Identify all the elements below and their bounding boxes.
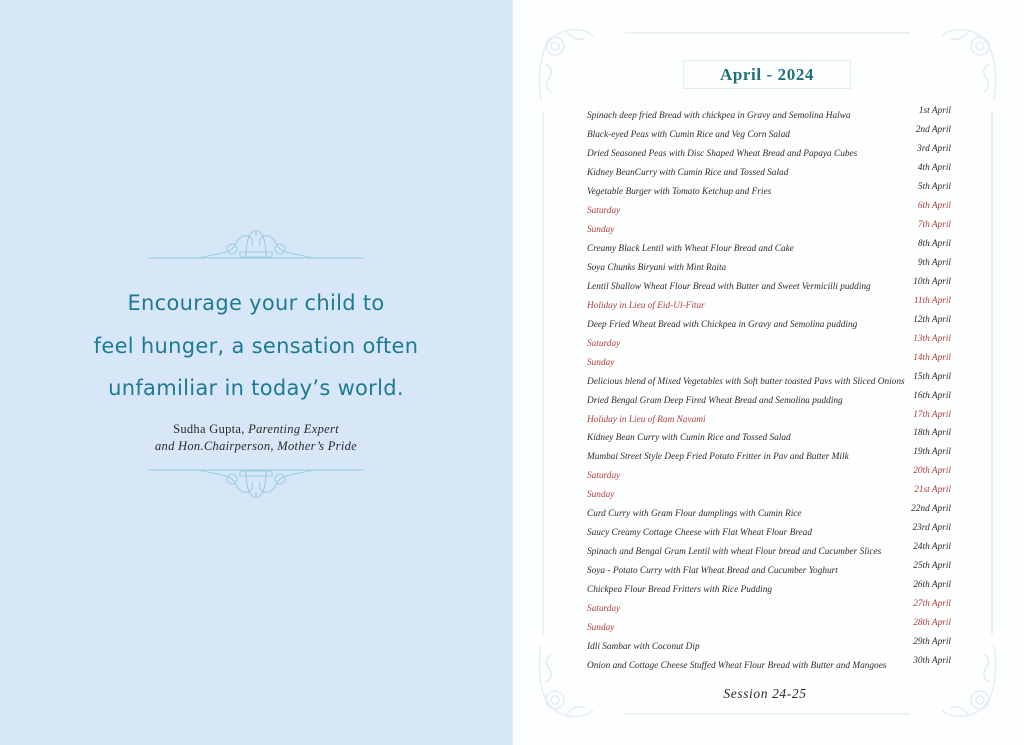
menu-row xyxy=(587,124,951,146)
meal-text: Creamy Black Lentil with Wheat Flour Bread and Cake xyxy=(587,243,794,254)
menu-date: 19th April xyxy=(913,447,951,458)
menu-row xyxy=(587,428,951,449)
menu-row xyxy=(587,371,951,393)
menu-row xyxy=(587,143,951,165)
menu-row-holiday xyxy=(587,219,951,241)
meal-text: Spinach deep fried Bread with chickpea in Gravy and Semolina Halwa xyxy=(587,111,851,121)
meal-text: Saucy Creamy Cottage Cheese with Flat Wheat Flour Bread xyxy=(587,528,812,539)
menu-row-holiday xyxy=(587,352,951,374)
menu-row xyxy=(587,447,951,468)
corner-ornament-bottom-left-icon xyxy=(535,642,595,722)
author-name: Sudha Gupta, xyxy=(173,422,245,436)
menu-date: 5th April xyxy=(917,181,951,192)
meal-text: Spinach and Bengal Gram Lentil with wheat Flour bread and Cucumber Slices xyxy=(587,547,882,558)
meal-text: Dried Bengal Gram Deep Fired Wheat Bread and Semolina pudding xyxy=(587,395,843,406)
menu-row xyxy=(587,106,951,127)
meal-text: Delicious blend of Mixed Vegetables with Soft butter toasted Pavs with Sliced Onions xyxy=(587,376,905,387)
menu-date: 6th April xyxy=(917,200,951,211)
menu-row xyxy=(587,637,951,658)
ornament-divider-bottom-icon xyxy=(148,460,364,500)
menu-date: 9th April xyxy=(917,257,951,268)
meal-text: Mumbai Street Style Deep Fried Potato Fritter in Pav and Butter Milk xyxy=(587,452,849,463)
menu-date: 13th April xyxy=(913,333,951,344)
frame-top-line xyxy=(625,32,910,34)
menu-date: 21st April xyxy=(914,485,951,496)
menu-date: 29th April xyxy=(913,637,951,648)
frame-right-line xyxy=(991,112,993,635)
author-affiliation: and Hon.Chairperson, Mother’s Pride xyxy=(154,439,358,453)
menu-date: 3rd April xyxy=(917,143,951,154)
menu-row-holiday xyxy=(587,618,951,639)
menu-date: 24th April xyxy=(913,542,951,553)
menu-date: 14th April xyxy=(913,352,951,363)
corner-ornament-top-left-icon xyxy=(535,24,595,104)
menu-row-holiday xyxy=(587,466,951,487)
meal-text: Kidney BeanCurry with Cumin Rice and Tossed Salad xyxy=(587,167,789,178)
menu-row xyxy=(587,504,951,525)
author-role: Parenting Expert xyxy=(248,422,339,436)
meal-text: Holiday in Lieu of Ram Navami xyxy=(587,414,706,425)
meal-text: Kidney Bean Curry with Cumin Rice and Tossed Salad xyxy=(587,433,791,444)
menu-row-holiday xyxy=(587,200,951,222)
menu-row-holiday xyxy=(587,485,951,506)
menu-date: 26th April xyxy=(913,580,951,591)
menu-row xyxy=(587,276,951,298)
menu-date: 15th April xyxy=(913,371,951,382)
meal-text: Holiday in Lieu of Eid-Ul-Fitar xyxy=(587,300,705,311)
meal-text: Deep Fried Wheat Bread with Chickpea in Gravy and Semolina pudding xyxy=(587,319,858,330)
menu-date: 23rd April xyxy=(912,523,951,534)
quote xyxy=(80,282,432,410)
menu-date: 11th April xyxy=(913,295,951,306)
meal-text: Sunday xyxy=(587,490,615,501)
meal-text: Lentil Shallow Wheat Flour Bread with Butter and Sweet Vermicilli pudding xyxy=(587,281,871,292)
meal-text: Sunday xyxy=(587,623,615,634)
menu-date: 22nd April xyxy=(911,504,951,515)
meal-text: Sunday xyxy=(587,224,615,235)
quote-line: feel hunger, a sensation often xyxy=(93,333,419,358)
menu-date: 8th April xyxy=(917,238,951,249)
menu-date: 18th April xyxy=(913,428,951,439)
menu-date: 12th April xyxy=(913,314,951,325)
menu-date: 2nd April xyxy=(915,124,951,135)
menu-row xyxy=(587,523,951,544)
month-title: April - 2024 xyxy=(683,60,851,89)
meal-text: Onion and Cottage Cheese Stuffed Wheat Flour Bread with Butter and Mangoes xyxy=(587,661,887,672)
menu-date: 10th April xyxy=(913,276,951,287)
menu-date: 1st April xyxy=(918,106,951,116)
menu-row-holiday xyxy=(587,295,951,317)
meal-text: Soya Chunks Biryani with Mint Raita xyxy=(587,262,727,273)
menu-row xyxy=(587,238,951,260)
menu-date: 30th April xyxy=(913,656,951,667)
menu-row xyxy=(587,181,951,203)
menu-row xyxy=(587,580,951,601)
quote-line: Encourage your child to xyxy=(127,291,385,315)
menu-date: 17th April xyxy=(913,409,951,420)
corner-ornament-top-right-icon xyxy=(940,24,1000,104)
meal-text: Saturday xyxy=(587,604,621,615)
frame-bottom-line xyxy=(625,713,910,715)
meal-text: Curd Curry with Gram Flour dumplings with Cumin Rice xyxy=(587,509,802,520)
menu-row-holiday xyxy=(587,333,951,355)
menu-row xyxy=(587,542,951,563)
menu-row xyxy=(587,390,951,412)
ornament-divider-top-icon xyxy=(148,228,364,268)
meal-text: Black-eyed Peas with Cumin Rice and Veg Corn Salad xyxy=(587,129,790,140)
meal-text: Saturday xyxy=(587,205,621,216)
menu-row-holiday xyxy=(587,409,951,431)
meal-text: Saturday xyxy=(587,471,621,482)
menu-date: 28th April xyxy=(913,618,951,629)
menu-row xyxy=(587,162,951,184)
meal-text: Chickpea Flour Bread Fritters with Rice Pudding xyxy=(587,585,773,596)
meal-text: Sunday xyxy=(587,357,615,368)
menu-row xyxy=(587,257,951,279)
menu-date: 7th April xyxy=(917,219,951,230)
meal-text: Dried Seasoned Peas with Disc Shaped Wheat Bread and Papaya Cubes xyxy=(587,148,858,159)
menu-date: 25th April xyxy=(913,561,951,572)
session-label: Session 24-25 xyxy=(723,686,807,701)
frame-left-line xyxy=(542,112,544,635)
meal-text: Saturday xyxy=(587,338,621,349)
menu-date: 27th April xyxy=(913,599,951,610)
menu-row xyxy=(587,656,951,677)
menu-row xyxy=(587,314,951,336)
meal-text: Vegetable Burger with Tomato Ketchup and Fries xyxy=(587,186,772,197)
menu-date: 4th April xyxy=(917,162,951,173)
menu-row-holiday xyxy=(587,599,951,620)
quote-line: unfamiliar in today’s world. xyxy=(108,376,404,400)
quote-attribution xyxy=(80,421,432,455)
menu-row xyxy=(587,561,951,582)
menu-date: 20th April xyxy=(913,466,951,477)
meal-text: Soya - Potato Curry with Flat Wheat Bread and Cucumber Yoghurt xyxy=(587,566,838,577)
menu-date: 16th April xyxy=(913,390,951,401)
meal-text: Idli Sambar with Coconut Dip xyxy=(587,642,700,653)
